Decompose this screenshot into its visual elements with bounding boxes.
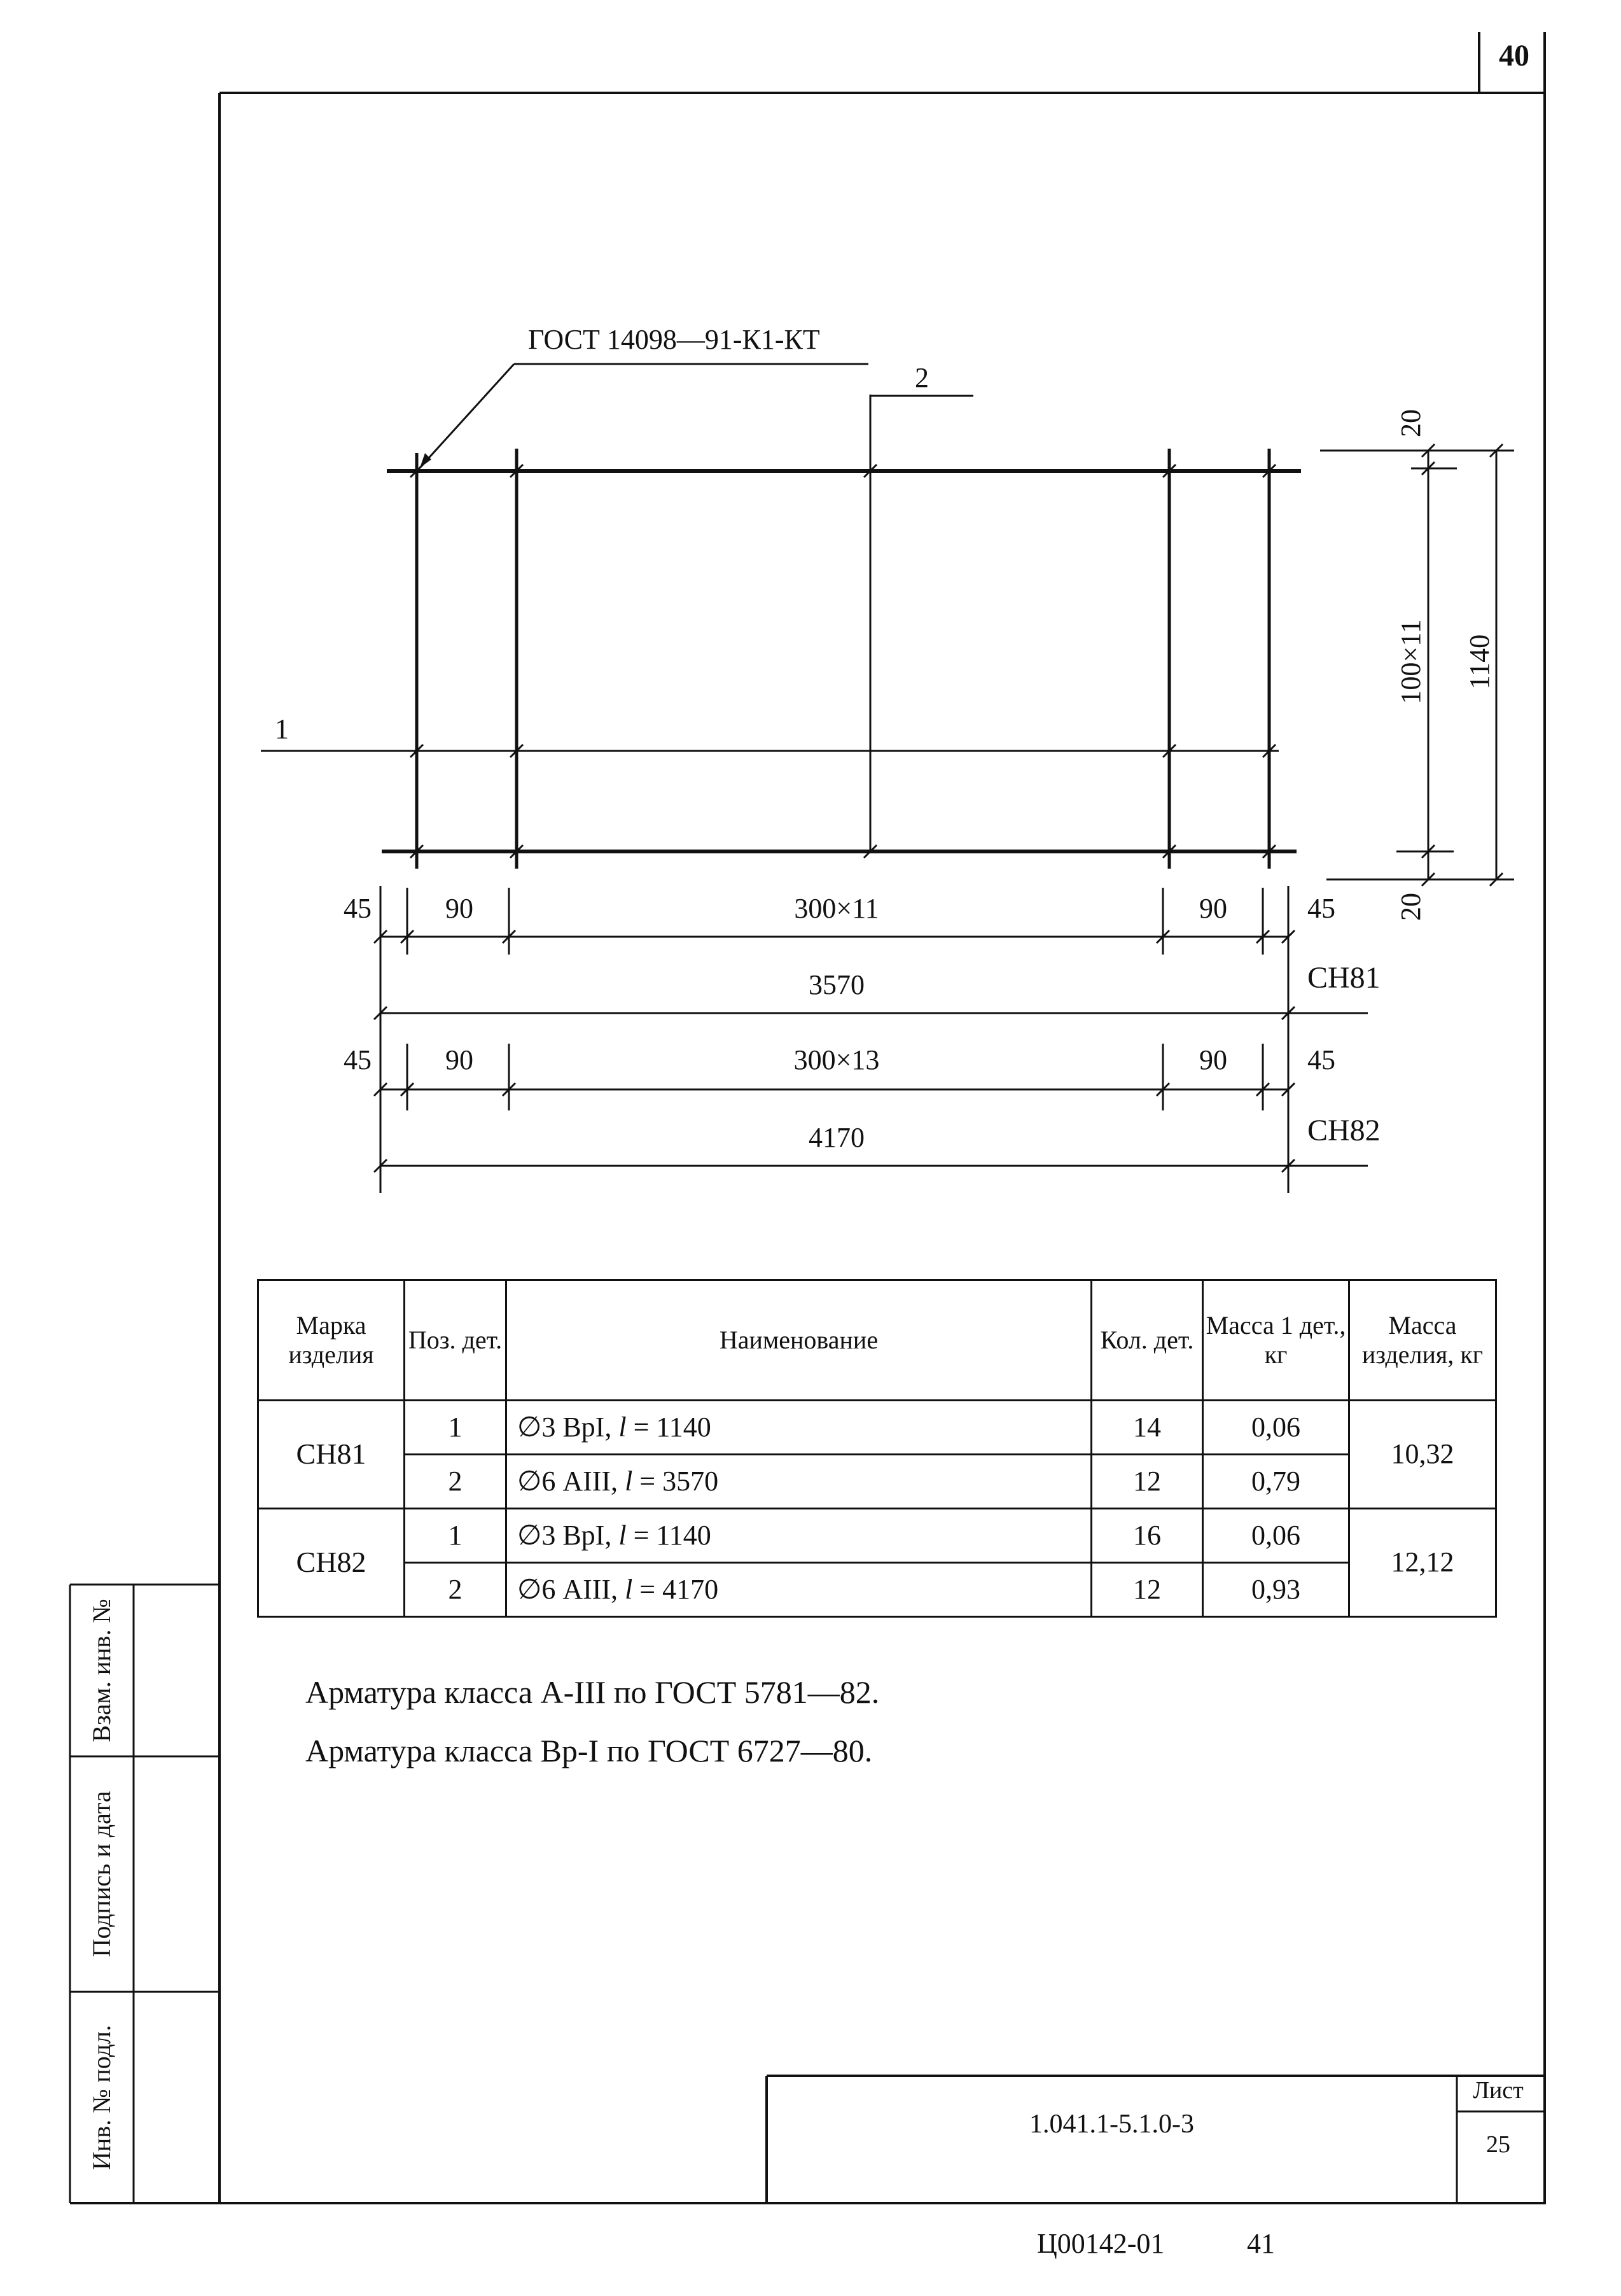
sheet-label: Лист [1473, 2077, 1524, 2104]
row2-left: 45 [344, 1044, 372, 1075]
row1-mid: 300×11 [794, 893, 879, 924]
row2-b: 90 [1199, 1044, 1227, 1075]
row2-a: 90 [445, 1044, 473, 1075]
stamp-vzam-label: Взам. инв. № [87, 1599, 116, 1742]
row1-total: 3570 [809, 969, 865, 1000]
cell-pos: 1 [405, 1509, 506, 1563]
cell-mass: 0,93 [1203, 1563, 1349, 1617]
position-1-label: 1 [275, 713, 289, 745]
cell-total-mass: 12,12 [1349, 1509, 1496, 1617]
cell-pos: 2 [405, 1455, 506, 1509]
footer-page: 41 [1247, 2228, 1275, 2259]
row2-total: 4170 [809, 1122, 865, 1153]
table-row [258, 1509, 1496, 1563]
cell-name: ∅6 АIII, l = 3570 [506, 1455, 1092, 1509]
header-mark: Марка изделия [258, 1280, 405, 1401]
document-code: 1.041.1-5.1.0-3 [1029, 2110, 1194, 2139]
weld-note: ГОСТ 14098—91-К1-КТ [528, 324, 820, 355]
header-pos: Поз. дет. [405, 1280, 506, 1401]
dim-20-top: 20 [1395, 409, 1426, 437]
header-mass-one: Масса 1 дет., кг [1203, 1280, 1349, 1401]
cell-mark: СН81 [258, 1401, 405, 1509]
cell-pos: 1 [405, 1401, 506, 1455]
cell-qty: 16 [1092, 1509, 1203, 1563]
row1-mark: СН81 [1307, 961, 1381, 995]
cell-name: ∅3 ВрI, l = 1140 [506, 1509, 1092, 1563]
cell-qty: 12 [1092, 1563, 1203, 1617]
table-row [258, 1563, 1496, 1617]
cell-mass: 0,06 [1203, 1509, 1349, 1563]
table-row [258, 1401, 1496, 1455]
cell-qty: 12 [1092, 1455, 1203, 1509]
note-1: Арматура класса А-III по ГОСТ 5781—82. [305, 1674, 880, 1710]
header-mass-item: Масса изделия, кг [1349, 1280, 1496, 1401]
row1-a: 90 [445, 893, 473, 924]
header-name: Наименование [506, 1280, 1092, 1401]
stamp-podpis-label: Подпись и дата [87, 1791, 116, 1957]
cell-pos: 2 [405, 1563, 506, 1617]
cell-mass: 0,06 [1203, 1401, 1349, 1455]
stamp-inv-label: Инв. № подл. [87, 2025, 116, 2170]
mesh [261, 364, 1301, 869]
row1-b: 90 [1199, 893, 1227, 924]
page-number: 40 [1499, 39, 1529, 73]
cell-qty: 14 [1092, 1401, 1203, 1455]
row2-mark: СН82 [1307, 1114, 1381, 1147]
header-qty: Кол. дет. [1092, 1280, 1203, 1401]
cell-name: ∅6 АIII, l = 4170 [506, 1563, 1092, 1617]
position-2-label: 2 [915, 362, 929, 393]
table-header-row [258, 1280, 1496, 1401]
row2-right: 45 [1307, 1044, 1335, 1075]
cell-mark: СН82 [258, 1509, 405, 1617]
row1-left: 45 [344, 893, 372, 924]
horizontal-dimensions [374, 886, 1368, 1193]
cell-mass: 0,79 [1203, 1455, 1349, 1509]
footer-doc: Ц00142-01 [1037, 2228, 1165, 2259]
cell-total-mass: 10,32 [1349, 1401, 1496, 1509]
sheet-number: 25 [1486, 2131, 1510, 2158]
table-row [258, 1455, 1496, 1509]
dim-100x11: 100×11 [1395, 619, 1426, 704]
dim-20-bottom: 20 [1395, 893, 1426, 921]
row2-mid: 300×13 [793, 1044, 880, 1075]
row1-right: 45 [1307, 893, 1335, 924]
note-2: Арматура класса Вр-I по ГОСТ 6727—80. [305, 1733, 873, 1768]
dim-1140: 1140 [1464, 634, 1495, 690]
cell-name: ∅3 ВрI, l = 1140 [506, 1401, 1092, 1455]
specification-table [257, 1279, 1497, 1618]
